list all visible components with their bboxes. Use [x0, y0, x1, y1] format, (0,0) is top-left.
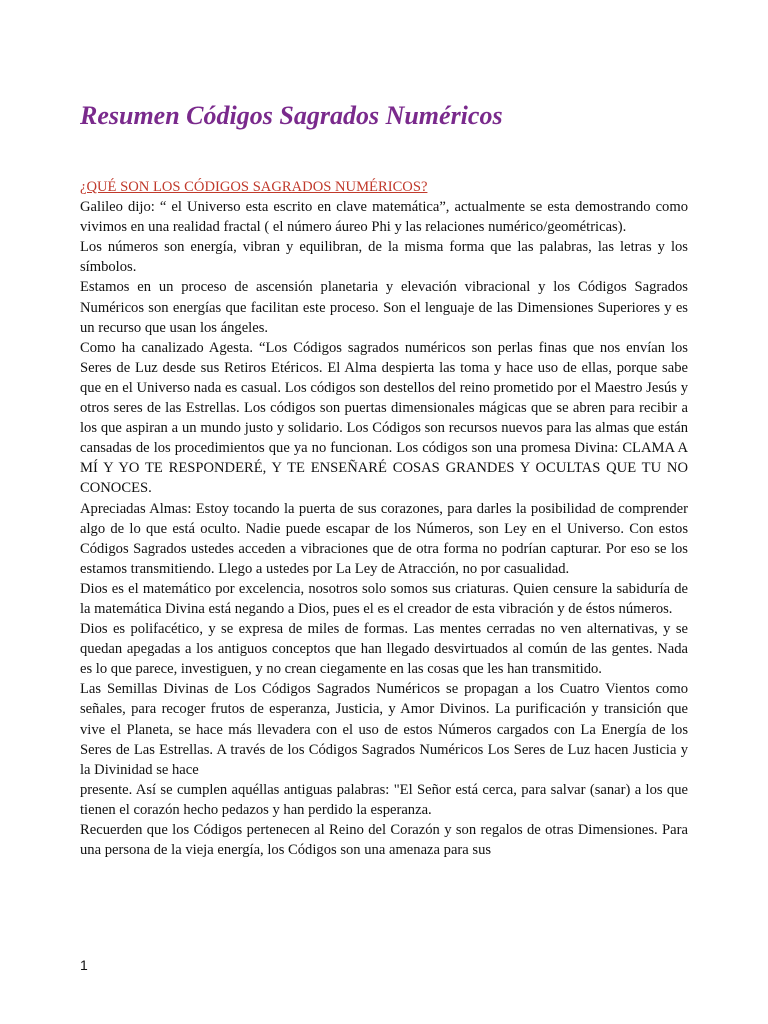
- paragraph-dios-matematico: Dios es el matemático por excelencia, nosotros solo somos sus criaturas. Quien censure la sabiduría de la matemática Divina está negando a Dios, pues el es el creador de esta vibración y de éstos números.: [80, 580, 688, 617]
- paragraph-agesta: Como ha canalizado Agesta. “Los Códigos sagrados numéricos son perlas finas que nos envían los Seres de Luz desde sus Retiros Etéricos. El Alma despierta las toma y hace uso de ellas, porque sabe que en el Universo nada es casual. Los códigos son destellos del reino prometido por el Maestro Jesús y otros seres de las Estrellas. Los códigos son puertas dimensionales mágicas que se abren para recibir a los que aspiran a un mundo justo y solidario. Los Códigos son recursos nuevos para las almas que están cansadas de los procedimientos que ya no funcionan. Los códigos son una promesa Divina: CLAMA A MÍ Y YO TE RESPONDERÉ, Y TE ENSEÑARÉ COSAS GRANDES Y OCULTAS QUE TU NO CONOCES.: [80, 339, 688, 497]
- paragraph-numbers-energy: Los números son energía, vibran y equilibran, de la misma forma que las palabras, las letras y los símbolos.: [80, 239, 688, 276]
- page-number: 1: [80, 957, 88, 973]
- paragraph-recuerden: Recuerden que los Códigos pertenecen al Reino del Corazón y son regalos de otras Dimensiones. Para una persona de la vieja energía, los Códigos son una amenaza para sus: [80, 822, 688, 859]
- document-title: Resumen Códigos Sagrados Numéricos: [80, 101, 503, 130]
- paragraph-galileo: Galileo dijo: “ el Universo esta escrito en clave matemática”, actualmente se esta demostrando como vivimos en una realidad fractal ( el número áureo Phi y las relaciones numérico/geométricas).: [80, 199, 688, 236]
- paragraph-ascension: Estamos en un proceso de ascensión planetaria y elevación vibracional y los Códigos Sagrados Numéricos son energías que facilitan este proceso. Son el lenguaje de las Dimensiones Superiores y es un recurso que usan los ángeles.: [80, 279, 688, 336]
- paragraph-presente: presente. Así se cumplen aquéllas antiguas palabras: "El Señor está cerca, para salvar (sanar) a los que tienen el corazón hecho pedazos y han perdido la esperanza.: [80, 781, 688, 818]
- section-heading: ¿QUÉ SON LOS CÓDIGOS SAGRADOS NUMÉRICOS?: [80, 179, 428, 195]
- paragraph-apreciadas-almas: Apreciadas Almas: Estoy tocando la puerta de sus corazones, para darles la posibilidad de comprender algo de lo que está oculto. Nadie puede escapar de los Números, son Ley en el Universo. Con estos Códigos Sagrados ustedes acceden a vibraciones que de otra forma no podrían capturar. Por eso se los estamos transmitiendo. Llego a ustedes por La Ley de Atracción, no por casualidad.: [80, 500, 688, 577]
- document-body: [80, 177, 688, 860]
- paragraph-dios-polifacetico: Dios es polifacético, y se expresa de miles de formas. Las mentes cerradas no ven alternativas, y se quedan apegadas a los antiguos conceptos que han llegado desvirtuados al común de las gentes. Nada es lo que parece, investiguen, y no crean ciegamente en las cosas que les han transmitido.: [80, 621, 688, 678]
- paragraph-semillas-divinas: Las Semillas Divinas de Los Códigos Sagrados Numéricos se propagan a los Cuatro Vientos como señales, para recoger frutos de esperanza, Justicia, y Amor Divinos. La purificación y transición que vive el Planeta, se hace más llevadera con el uso de estos Números cargados con La Energía de los Seres de Las Estrellas. A través de los Códigos Sagrados Numéricos Los Seres de Luz hacen Justicia y la Divinidad se hace: [80, 681, 688, 778]
